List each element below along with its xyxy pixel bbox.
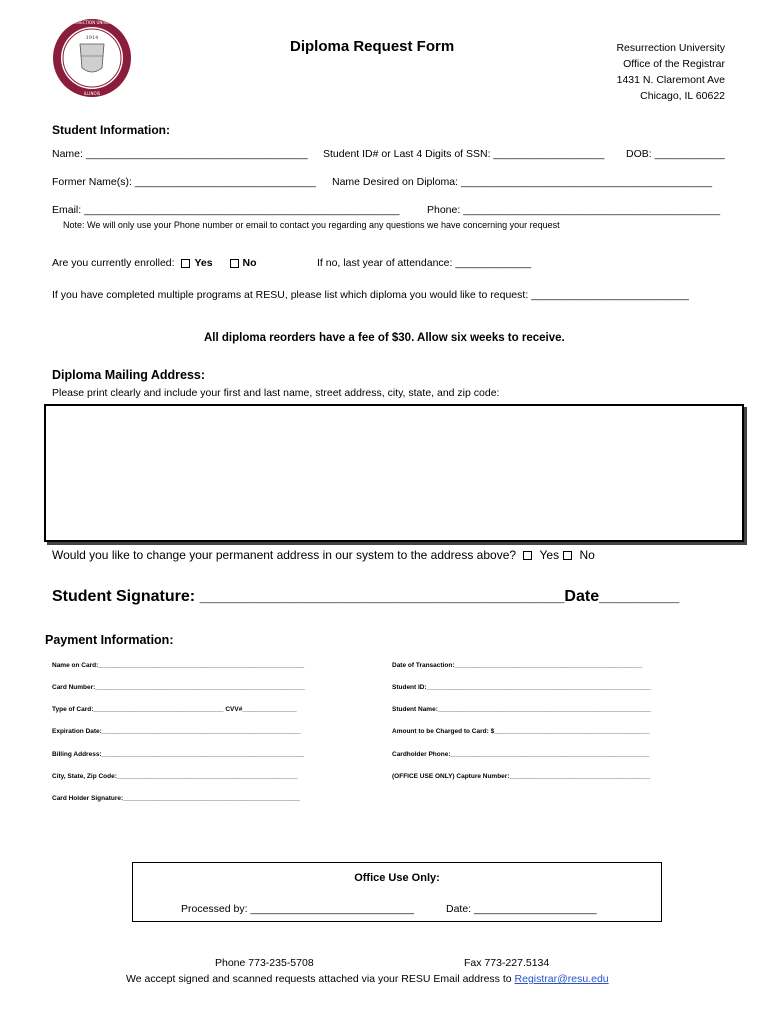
enrolled-yes-label: Yes <box>194 257 213 269</box>
dob-field[interactable]: DOB: ____________ <box>626 148 725 160</box>
address-line: Chicago, IL 60622 <box>640 90 725 102</box>
seal-state: ILLINOIS <box>83 91 101 96</box>
payment-student-id-field[interactable]: Student ID:______________________________________________________________ <box>392 684 651 691</box>
multiple-programs-field[interactable]: If you have completed multiple programs at RESU, please list which diploma you would like to request: ___________________________ <box>52 289 689 301</box>
card-type-cvv-field[interactable]: Type of Card:____________________________________ CVV#_______________ <box>52 706 297 713</box>
phone-field[interactable]: Phone: ____________________________________________ <box>427 204 721 216</box>
address-line: Office of the Registrar <box>623 58 725 70</box>
card-holder-signature-field[interactable]: Card Holder Signature:_________________________________________________ <box>52 795 301 802</box>
mailing-instructions: Please print clearly and include your first and last name, street address, city, state, and zip code: <box>52 387 500 399</box>
card-number-field[interactable]: Card Number:__________________________________________________________ <box>52 684 306 691</box>
signature-label: Student Signature: <box>52 588 200 605</box>
enrolled-row <box>52 257 257 269</box>
enrolled-no-label: No <box>242 257 257 269</box>
change-address-no-label: No <box>579 548 595 562</box>
registrar-email-link[interactable]: Registrar@resu.edu <box>514 973 609 985</box>
capture-number-field[interactable]: (OFFICE USE ONLY) Capture Number:_______________________________________ <box>392 773 651 780</box>
billing-address-field[interactable]: Billing Address:________________________________________________________ <box>52 751 305 758</box>
email-field[interactable]: Email: ______________________________________________________ <box>52 204 400 216</box>
signature-row[interactable] <box>52 588 679 606</box>
seal-year: 1914 <box>85 35 99 41</box>
signature-line[interactable]: _________________________________________ <box>199 588 565 605</box>
address-line: 1431 N. Claremont Ave <box>616 74 725 86</box>
processed-by-field[interactable]: Processed by: ____________________________ <box>181 903 414 915</box>
enrolled-question: Are you currently enrolled: <box>52 257 175 269</box>
cardholder-phone-field[interactable]: Cardholder Phone:_______________________________________________________ <box>392 751 650 758</box>
change-address-yes-label: Yes <box>539 548 560 562</box>
university-seal-logo <box>52 16 132 100</box>
payment-student-name-field[interactable]: Student Name:___________________________________________________________ <box>392 706 652 713</box>
mailing-address-heading: Diploma Mailing Address: <box>52 368 206 382</box>
amount-charged-field[interactable]: Amount to be Charged to Card: $___________________________________________ <box>392 728 650 735</box>
enrolled-no-checkbox[interactable] <box>230 259 239 268</box>
student-info-heading: Student Information: <box>52 123 170 137</box>
office-use-heading: Office Use Only: <box>354 872 440 884</box>
change-address-no-checkbox[interactable] <box>563 551 572 560</box>
registrar-address <box>616 40 725 104</box>
city-state-zip-field[interactable]: City, State, Zip Code:__________________________________________________ <box>52 773 298 780</box>
footer-phone: Phone 773-235-5708 <box>215 957 314 969</box>
fee-notice: All diploma reorders have a fee of $30. Allow six weeks to receive. <box>204 332 565 344</box>
address-line: Resurrection University <box>616 42 725 54</box>
footer-accept-line <box>126 973 609 985</box>
seal-arc-text: RESURRECTION UNIVERSITY <box>63 20 121 25</box>
signature-date-label: Date <box>564 588 600 605</box>
footer-fax: Fax 773-227.5134 <box>464 957 550 969</box>
expiration-date-field[interactable]: Expiration Date:_______________________________________________________ <box>52 728 301 735</box>
name-on-diploma-field[interactable]: Name Desired on Diploma: ___________________________________________ <box>332 176 713 188</box>
payment-heading: Payment Information: <box>45 633 174 647</box>
last-year-attendance-field[interactable]: If no, last year of attendance: _____________ <box>317 257 532 269</box>
change-address-row <box>52 548 595 562</box>
contact-note: Note: We will only use your Phone number or email to contact you regarding any questions we have concerning your request <box>63 220 560 230</box>
date-of-transaction-field[interactable]: Date of Transaction:____________________________________________________ <box>392 662 643 669</box>
change-address-yes-checkbox[interactable] <box>523 551 532 560</box>
office-date-field[interactable]: Date: _____________________ <box>446 903 597 915</box>
name-field[interactable]: Name: ______________________________________ <box>52 148 308 160</box>
student-id-field[interactable]: Student ID# or Last 4 Digits of SSN: ___________________ <box>323 148 605 160</box>
change-address-question: Would you like to change your permanent address in our system to the address above? <box>52 548 517 562</box>
office-use-box <box>132 862 662 922</box>
name-on-card-field[interactable]: Name on Card:_________________________________________________________ <box>52 662 305 669</box>
former-name-field[interactable]: Former Name(s): _______________________________ <box>52 176 316 188</box>
footer-accept-text: We accept signed and scanned requests attached via your RESU Email address to <box>126 973 515 985</box>
form-title: Diploma Request Form <box>290 38 455 55</box>
mailing-address-box[interactable] <box>44 404 744 542</box>
enrolled-yes-checkbox[interactable] <box>181 259 190 268</box>
signature-date-line[interactable]: _________ <box>599 588 680 605</box>
